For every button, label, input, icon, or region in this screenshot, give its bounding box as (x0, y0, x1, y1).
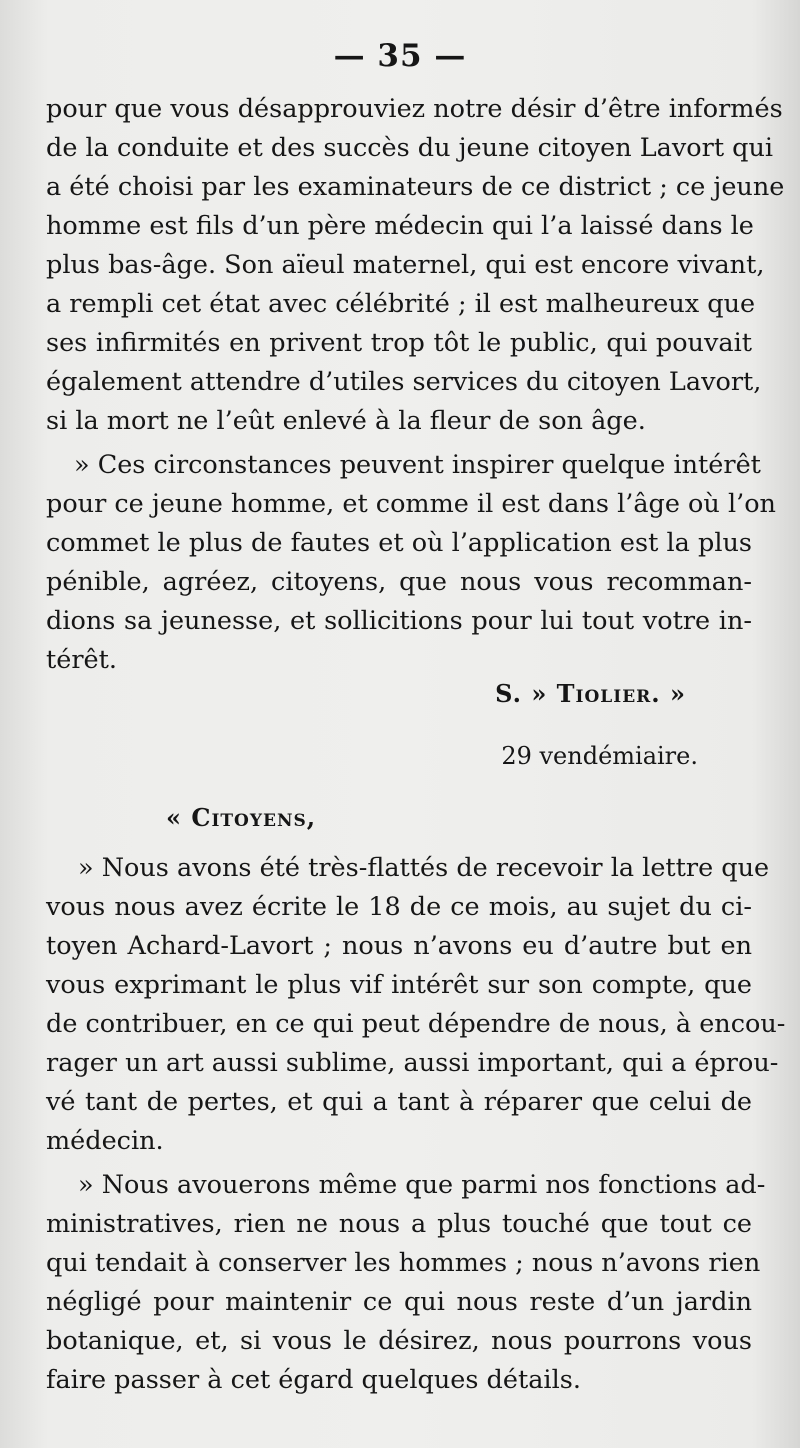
signature: S. » Tiolier. » (495, 679, 686, 708)
text-line: vous exprimant le plus vif intérêt sur son compte, que (46, 970, 752, 1000)
text-line: pour ce jeune homme, et comme il est dans l’âge où l’on (46, 489, 776, 519)
text-line: rager un art aussi sublime, aussi important, qui a éprou- (46, 1048, 779, 1078)
text-line: pénible, agréez, citoyens, que nous vous recomman- (46, 567, 752, 597)
text-line: de contribuer, en ce qui peut dépendre de nous, à encou- (46, 1009, 786, 1039)
text-line: médecin. (46, 1126, 164, 1156)
text-line: de la conduite et des succès du jeune citoyen Lavort qui (46, 133, 774, 163)
salutation: « Citoyens, (166, 803, 317, 832)
text-line: dions sa jeunesse, et sollicitions pour lui tout votre in- (46, 606, 752, 636)
text-line: négligé pour maintenir ce qui nous reste d’un jardin (46, 1287, 752, 1317)
page-number: — 35 — (333, 38, 467, 74)
text-line: a été choisi par les examinateurs de ce district ; ce jeune (46, 172, 785, 202)
text-line: homme est fils d’un père médecin qui l’a laissé dans le (46, 211, 754, 241)
text-line: si la mort ne l’eût enlevé à la fleur de son âge. (46, 406, 646, 436)
text-line: toyen Achard-Lavort ; nous n’avons eu d’autre but en (46, 931, 752, 961)
text-line: faire passer à cet égard quelques détails. (46, 1365, 581, 1395)
text-line: également attendre d’utiles services du citoyen Lavort, (46, 367, 762, 397)
text-line: » Ces circonstances peuvent inspirer quelque intérêt (74, 450, 761, 480)
text-line: commet le plus de fautes et où l’application est la plus (46, 528, 752, 558)
text-line: térêt. (46, 645, 117, 675)
text-line: vous nous avez écrite le 18 de ce mois, au sujet du ci- (46, 892, 752, 922)
text-line: ministratives, rien ne nous a plus touché que tout ce (46, 1209, 752, 1239)
text-line: botanique, et, si vous le désirez, nous pourrons vous (46, 1326, 752, 1356)
text-line: » Nous avouerons même que parmi nos fonctions ad- (78, 1170, 766, 1200)
text-line: vé tant de pertes, et qui a tant à réparer que celui de (46, 1087, 752, 1117)
date-line: 29 vendémiaire. (501, 742, 698, 770)
text-line: ses infirmités en privent trop tôt le public, qui pouvait (46, 328, 752, 358)
text-line: » Nous avons été très-flattés de recevoir la lettre que (78, 853, 770, 883)
text-line: a rempli cet état avec célébrité ; il est malheureux que (46, 289, 756, 319)
text-line: qui tendait à conserver les hommes ; nous n’avons rien (46, 1248, 761, 1278)
text-line: plus bas-âge. Son aïeul maternel, qui est encore vivant, (46, 250, 765, 280)
text-line: pour que vous désapprouviez notre désir d’être informés (46, 94, 783, 124)
